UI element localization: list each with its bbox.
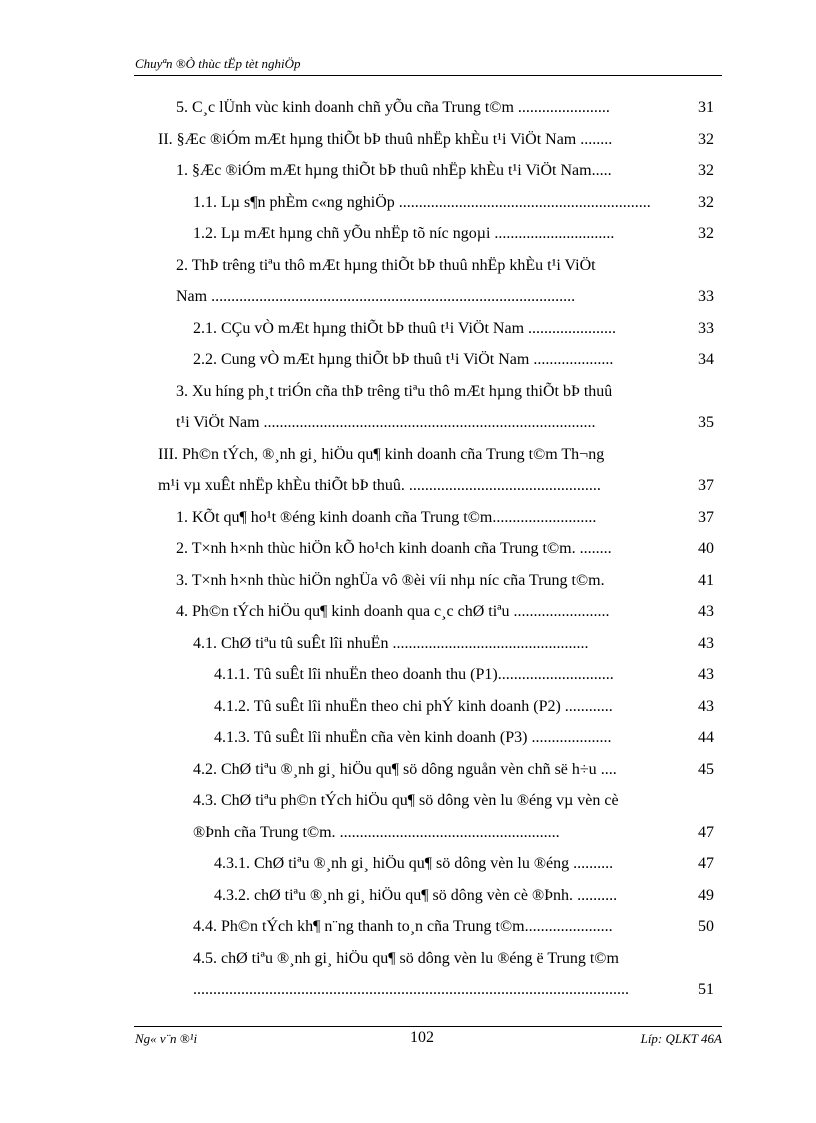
toc-entry-continuation[interactable] (193, 817, 714, 849)
toc-entry-title: 4.4. Ph©n tÝch kh¶ n¨ng thanh to¸n cña Trung t©m (193, 918, 525, 935)
footer-page-number: 102 (410, 1029, 434, 1046)
toc-page-number: 43 (697, 691, 714, 723)
header-divider (134, 75, 722, 76)
toc-page-number: 32 (697, 155, 714, 187)
toc-entry-title: 2. T×nh h×nh thùc hiÖn kÕ ho¹ch kinh doanh cña Trung t©m. (176, 540, 580, 557)
toc-entry[interactable] (176, 376, 612, 408)
toc-entry-title: 4.3.1. ChØ tiªu ®¸nh gi¸ hiÖu qu¶ sö dông vèn lu ®éng (214, 855, 574, 872)
toc-leader-dots: ..... (591, 162, 612, 179)
toc-entry[interactable] (193, 785, 619, 817)
toc-entry[interactable] (158, 124, 714, 156)
toc-entry[interactable] (176, 596, 714, 628)
toc-entry-title: 4.1. ChØ tiªu tû suÊt lîi nhuËn (193, 634, 393, 652)
toc-page-number: 49 (697, 880, 714, 912)
toc-entry-title: 1. KÕt qu¶ ho¹t ®éng kinh doanh cña Trung t©m (176, 508, 493, 526)
toc-entry-title: 1. §Æc ®iÓm mÆt hµng thiÕt bÞ thuû nhËp khÈu t¹i ViÖt Nam (176, 162, 592, 179)
toc-entry[interactable] (193, 187, 714, 219)
toc-leader-dots: .............................. (494, 225, 615, 242)
toc-entry-title: III. Ph©n tÝch, ®¸nh gi¸ hiÖu qu¶ kinh doanh cña Trung t©m Th¬ng (158, 445, 605, 463)
toc-page-number: 43 (697, 659, 714, 691)
toc-page-number: 33 (697, 281, 714, 313)
toc-entry-title: 2. ThÞ trêng tiªu thô mÆt hµng thiÕt bÞ thuû nhËp khÈu t¹i ViÖt (176, 256, 596, 274)
toc-entry-title: 4.2. ChØ tiªu ®¸nh gi¸ hiÖu qu¶ sö dông nguån vèn chñ së h÷u (193, 760, 601, 778)
toc-entry[interactable] (193, 911, 714, 943)
toc-entry-title-continuation: t¹i ViÖt Nam (176, 414, 264, 431)
toc-entry-title-continuation: ®Þnh cña Trung t©m. (193, 823, 340, 841)
toc-entry[interactable] (193, 754, 714, 786)
page-header-title: Chuyªn ®Ò thùc tËp tèt nghiÖp (135, 56, 301, 71)
toc-entry-title: 1.2. Lµ mÆt hµng chñ yÕu nhËp tõ níc ngoµi (193, 225, 495, 242)
toc-entry-title-continuation: Nam (176, 288, 212, 305)
toc-page-number: 37 (697, 502, 714, 534)
toc-leader-dots: ............................. (497, 666, 614, 683)
toc-entry-continuation[interactable] (193, 974, 714, 1006)
toc-entry-title: 4.5. chØ tiªu ®¸nh gi¸ hiÖu qu¶ sö dông vèn lu ®éng ë Trung t©m (193, 949, 619, 967)
toc-entry[interactable] (158, 439, 604, 471)
toc-entry[interactable] (214, 659, 714, 691)
toc-page-number: 40 (697, 533, 714, 565)
toc-leader-dots: .......... (573, 855, 614, 872)
toc-entry[interactable] (193, 313, 714, 345)
toc-leader-dots: ............................................................... (398, 193, 651, 211)
toc-leader-dots: ........ (580, 130, 613, 148)
toc-entry-title: 4.3.2. chØ tiªu ®¸nh gi¸ hiÖu qu¶ sö dông vèn cè ®Þnh. (214, 886, 578, 904)
toc-entry-title-continuation: m¹i vµ xuÊt nhËp khÈu thiÕt bÞ thuû. (158, 477, 409, 494)
toc-entry-title: 3. T×nh h×nh thùc hiÖn nghÜa vô ®èi víi nhµ níc cña Trung t©m (176, 571, 601, 589)
toc-leader-dots: ........ (579, 540, 612, 557)
toc-entry[interactable] (176, 92, 714, 124)
toc-leader-dots: ........................................................................................... (211, 288, 576, 305)
toc-leader-dots: .................... (533, 351, 614, 368)
toc-entry[interactable] (214, 880, 714, 912)
footer-divider (134, 1026, 722, 1027)
toc-entry[interactable] (176, 565, 714, 597)
toc-leader-dots: ............................................................................................................. (193, 981, 629, 998)
toc-entry[interactable] (214, 691, 714, 723)
toc-leader-dots: ............ (564, 697, 613, 715)
toc-page-number: 37 (697, 470, 714, 502)
toc-page-number: 47 (697, 817, 714, 849)
toc-page-number: 32 (697, 124, 714, 156)
toc-entry-title: 1.1. Lµ s¶n phÈm c«ng nghiÖp (193, 193, 399, 211)
toc-entry[interactable] (193, 943, 619, 975)
toc-page-number: 43 (697, 628, 714, 660)
footer-author: Ng« v¨n ®¹i (135, 1031, 198, 1046)
toc-page-number: 41 (697, 565, 714, 597)
toc-entry[interactable] (193, 218, 714, 250)
toc-leader-dots: . (600, 571, 605, 589)
toc-entry[interactable] (176, 533, 714, 565)
toc-leader-dots: ........................ (513, 603, 610, 620)
toc-page-number: 32 (697, 218, 714, 250)
toc-entry-title: 2.2. Cung vÒ mÆt hµng thiÕt bÞ thuû t¹i ViÖt Nam (193, 351, 534, 368)
toc-entry[interactable] (176, 502, 714, 534)
toc-entry-title: 5. C¸c lÜnh vùc kinh doanh chñ yÕu cña Trung t©m (176, 99, 518, 116)
toc-leader-dots: ................................................................................... (263, 414, 596, 431)
toc-entry-title: 4. Ph©n tÝch hiÖu qu¶ kinh doanh qua c¸c chØ tiªu (176, 603, 514, 620)
toc-page-number: 34 (697, 344, 714, 376)
toc-entry[interactable] (193, 344, 714, 376)
toc-page-number: 31 (697, 92, 714, 124)
toc-leader-dots: ....................... (517, 99, 610, 116)
toc-entry-title: II. §Æc ®iÓm mÆt hµng thiÕt bÞ thuû nhËp khÈu t¹i ViÖt Nam (158, 130, 581, 148)
toc-leader-dots: .......................... (492, 508, 597, 526)
toc-entry-title: 4.1.1. Tû suÊt lîi nhuËn theo doanh thu (P1) (214, 666, 498, 683)
toc-leader-dots: .......... (577, 886, 618, 904)
toc-leader-dots: .... (600, 760, 617, 778)
toc-entry[interactable] (214, 848, 714, 880)
toc-page-number: 33 (697, 313, 714, 345)
toc-entry-title: 3. Xu híng ph¸t triÓn cña thÞ trêng tiªu thô mÆt hµng thiÕt bÞ thuû (176, 382, 613, 400)
toc-page-number: 50 (697, 911, 714, 943)
toc-entry-title: 4.1.3. Tû suÊt lîi nhuËn cña vèn kinh doanh (P3) (214, 729, 532, 746)
toc-page-number: 44 (697, 722, 714, 754)
toc-page-number: 32 (697, 187, 714, 219)
toc-entry-continuation[interactable] (176, 281, 714, 313)
toc-entry[interactable] (176, 155, 714, 187)
toc-entry-continuation[interactable] (176, 407, 714, 439)
toc-leader-dots: ................................................. (392, 634, 589, 652)
toc-entry-title: 4.1.2. Tû suÊt lîi nhuËn theo chi phÝ kinh doanh (P2) (214, 697, 565, 715)
toc-page-number: 43 (697, 596, 714, 628)
toc-leader-dots: ....................................................... (339, 823, 560, 841)
toc-page-number: 45 (697, 754, 714, 786)
toc-leader-dots: .................... (531, 729, 612, 746)
toc-entry-title: 4.3. ChØ tiªu ph©n tÝch hiÖu qu¶ sö dông vèn lu ®éng vµ vèn cè (193, 792, 619, 809)
toc-entry-title: 2.1. CÇu vÒ mÆt hµng thiÕt bÞ thuû t¹i ViÖt Nam (193, 319, 529, 337)
toc-leader-dots: ...................... (528, 319, 617, 337)
toc-entry[interactable] (176, 250, 596, 282)
footer-class: Líp: QLKT 46A (640, 1031, 722, 1046)
toc-leader-dots: ...................... (524, 918, 613, 935)
toc-page-number: 47 (697, 848, 714, 880)
toc-leader-dots: ................................................ (408, 477, 601, 494)
toc-entry[interactable] (214, 722, 714, 754)
toc-page-number: 51 (697, 974, 714, 1006)
toc-entry-continuation[interactable] (158, 470, 714, 502)
toc-entry[interactable] (193, 628, 714, 660)
toc-page-number: 35 (697, 407, 714, 439)
